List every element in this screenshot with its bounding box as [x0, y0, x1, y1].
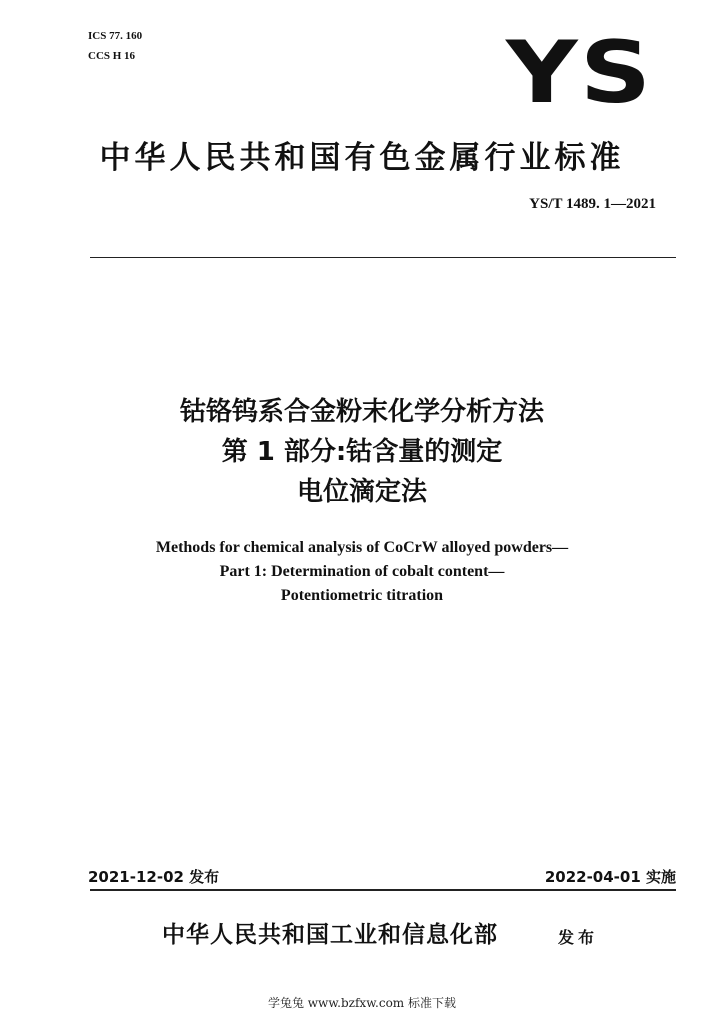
english-title-line-1: Methods for chemical analysis of CoCrW alloyed powders— — [155, 539, 569, 556]
publisher-action: 发布 — [558, 928, 599, 947]
ccs-code: CCS H 16 — [88, 50, 136, 62]
footer-watermark: 学兔兔 www.bzfxw.com 标准下载 — [267, 996, 457, 1010]
bottom-divider — [90, 889, 676, 891]
issue-date: 2021-12-02 发布 — [88, 868, 220, 886]
ics-code: ICS 77. 160 — [88, 30, 143, 42]
english-title-line-3: Potentiometric titration — [280, 587, 444, 604]
english-title — [0, 536, 724, 608]
implementation-date: 2022-04-01 实施 — [544, 868, 676, 886]
standard-number: YS/T 1489. 1—2021 — [529, 196, 656, 212]
top-divider — [90, 257, 676, 258]
publisher-name: 中华人民共和国工业和信息化部 — [162, 922, 498, 948]
classification-codes — [88, 26, 142, 66]
chinese-title-line-2: 第 1 部分:钴含量的测定 — [221, 437, 503, 467]
chinese-title-line-1: 钴铬钨系合金粉末化学分析方法 — [179, 397, 544, 427]
english-title-line-2: Part 1: Determination of cobalt content— — [219, 563, 505, 580]
chinese-title-line-3: 电位滴定法 — [296, 477, 427, 507]
industry-standard-title: 中华人民共和国有色金属行业标准 — [99, 140, 625, 176]
chinese-title — [0, 392, 724, 512]
ys-logo: YS — [506, 23, 654, 123]
